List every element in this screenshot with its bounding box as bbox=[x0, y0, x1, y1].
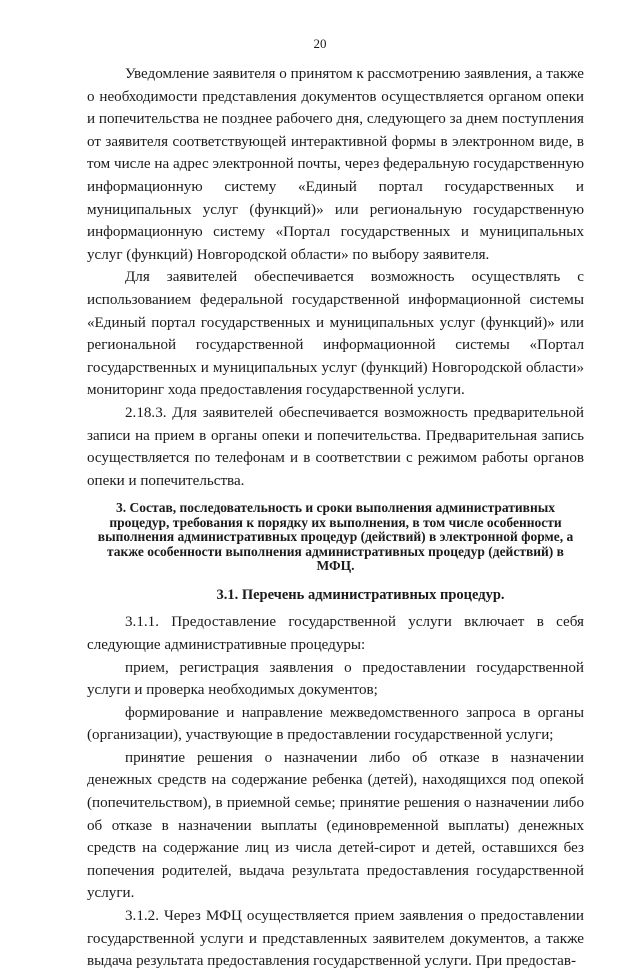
paragraph-notification: Уведомление заявителя о принятом к рассмотрению заявления, а также о необходимости представления документов осуществляется органом опеки и попечительства не позднее рабочего дня, следующего за днем поступления от заявителя соответствующей интерактивной формы в электронном виде, в том числе на адрес электронной почты, через федеральную государственную информационную систему «Единый портал государственных и муниципальных услуг (функций)» или региональную государственную информационную систему «Портал государственных и муниципальных услуг (функций) Новгородской области» по выбору заявителя. bbox=[87, 66, 584, 263]
paragraph-3-1-2: 3.1.2. Через МФЦ осуществляется прием заявления о предоставлении государственной услуги и представленных заявителем документов, а также выдача результата предоставления государственной услуги. При предостав- bbox=[87, 908, 584, 970]
paragraph-monitoring: Для заявителей обеспечивается возможность осуществлять с использованием федеральной государственной информационной системы «Единый портал государственных и муниципальных услуг (функций)» или региональной государственной информационной системы «Портал государственных и муниципальных услуг (функций) Новгородской области» мониторинг хода предоставления государственной услуги. bbox=[87, 269, 584, 399]
section-heading: 3. Состав, последовательность и сроки выполнения административных процедур, требования к порядку их выполнения, в том числе особенности выполнения административных процедур (действий) в электронной форме, а также особенности выполнения административных процедур (действий) в МФЦ. bbox=[97, 500, 574, 573]
list-item-decision: принятие решения о назначении либо об отказе в назначении денежных средств на содержание ребенка (детей), находящихся под опекой (попечительством), в приемной семье; принятие решения о назначении либо об отказе в назначении выплаты (единовременной выплаты) денежных средств на содержание лиц из числа детей-сирот и детей, оставшихся без попечения родителей, выдача результата предоставления государственной услуги. bbox=[87, 749, 584, 902]
subsection-heading: 3.1. Перечень административных процедур. bbox=[216, 587, 505, 604]
list-item-interagency-request: формирование и направление межведомственного запроса в органы (организации), участвующие в предоставлении государственной услуги; bbox=[87, 704, 584, 744]
paragraph-3-1-1: 3.1.1. Предоставление государственной услуги включает в себя следующие административные процедуры: bbox=[87, 614, 584, 653]
paragraph-2-18-3: 2.18.3. Для заявителей обеспечивается возможность предварительной записи на прием в органы опеки и попечительства. Предварительная запись осуществляется по телефонам и в соответствии с режимом работы органов опеки и попечительства. bbox=[87, 404, 584, 489]
page-number: 20 bbox=[313, 36, 327, 51]
document-body bbox=[87, 63, 584, 973]
list-item-reception: прием, регистрация заявления о предоставлении государственной услуги и проверка необходимых документов; bbox=[87, 659, 584, 699]
